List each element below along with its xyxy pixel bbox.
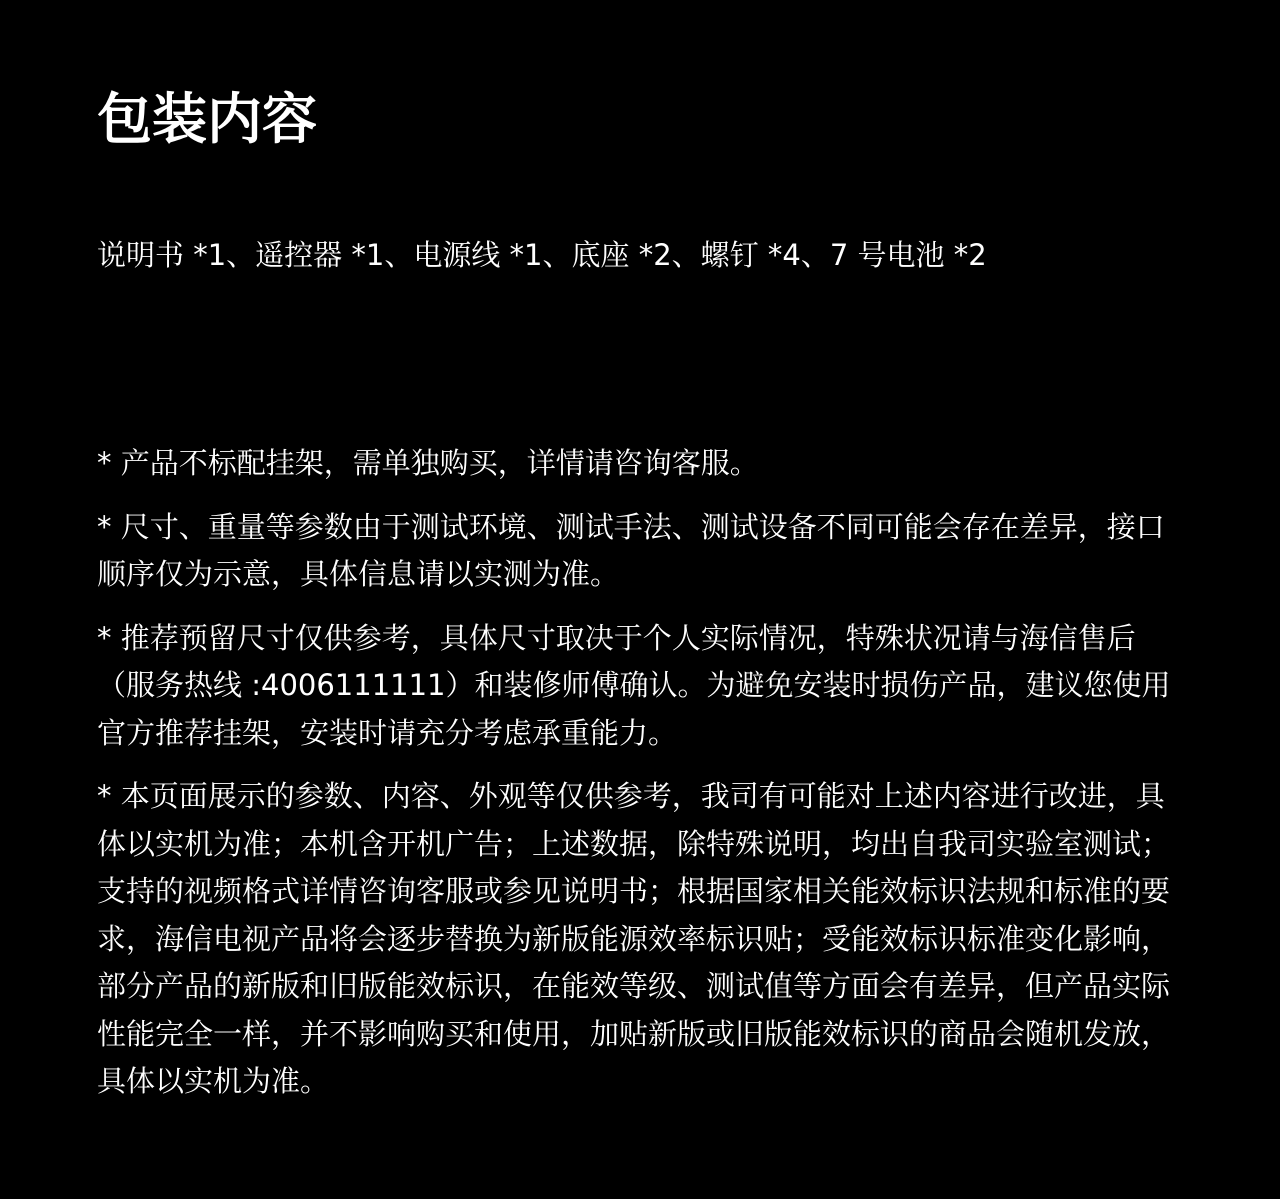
note-general-disclaimer: * 本页面展示的参数、内容、外观等仅供参考，我司有可能对上述内容进行改进，具体以实机为准；本机含开机广告；上述数据，除特殊说明，均出自我司实验室测试；支持的视频格式详情咨询客服或参见说明书；根据国家相关能效标识法规和标准的要求，海信电视产品将会逐步替换为新版能源效率标识贴；受能效标识标准变化影响，部分产品的新版和旧版能效标识，在能效等级、测试值等方面会有差异，但产品实际性能完全一样，并不影响购买和使用，加贴新版或旧版能效标识的商品会随机发放，具体以实机为准。 (97, 779, 1171, 1098)
note-installation-advice: * 推荐预留尺寸仅供参考，具体尺寸取决于个人实际情况，特殊状况请与海信售后（服务热线 :4006111111）和装修师傅确认。为避免安装时损伤产品，建议您使用官方推荐挂架，安装时请充分考虑承重能力。 (97, 620, 1171, 750)
note-measurement-variance: * 尺寸、重量等参数由于测试环境、测试手法、测试设备不同可能会存在差异，接口顺序仅为示意，具体信息请以实测为准。 (97, 509, 1165, 591)
package-info-page (97, 0, 1192, 1199)
note-mount-not-included: * 产品不标配挂架，需单独购买，详情请咨询客服。 (97, 446, 759, 480)
page-title: 包装内容 (97, 87, 318, 151)
package-contents-list: 说明书 *1、遥控器 *1、电源线 *1、底座 *2、螺钉 *4、7 号电池 *2 (97, 238, 987, 272)
disclaimer-notes (97, 440, 1187, 1106)
